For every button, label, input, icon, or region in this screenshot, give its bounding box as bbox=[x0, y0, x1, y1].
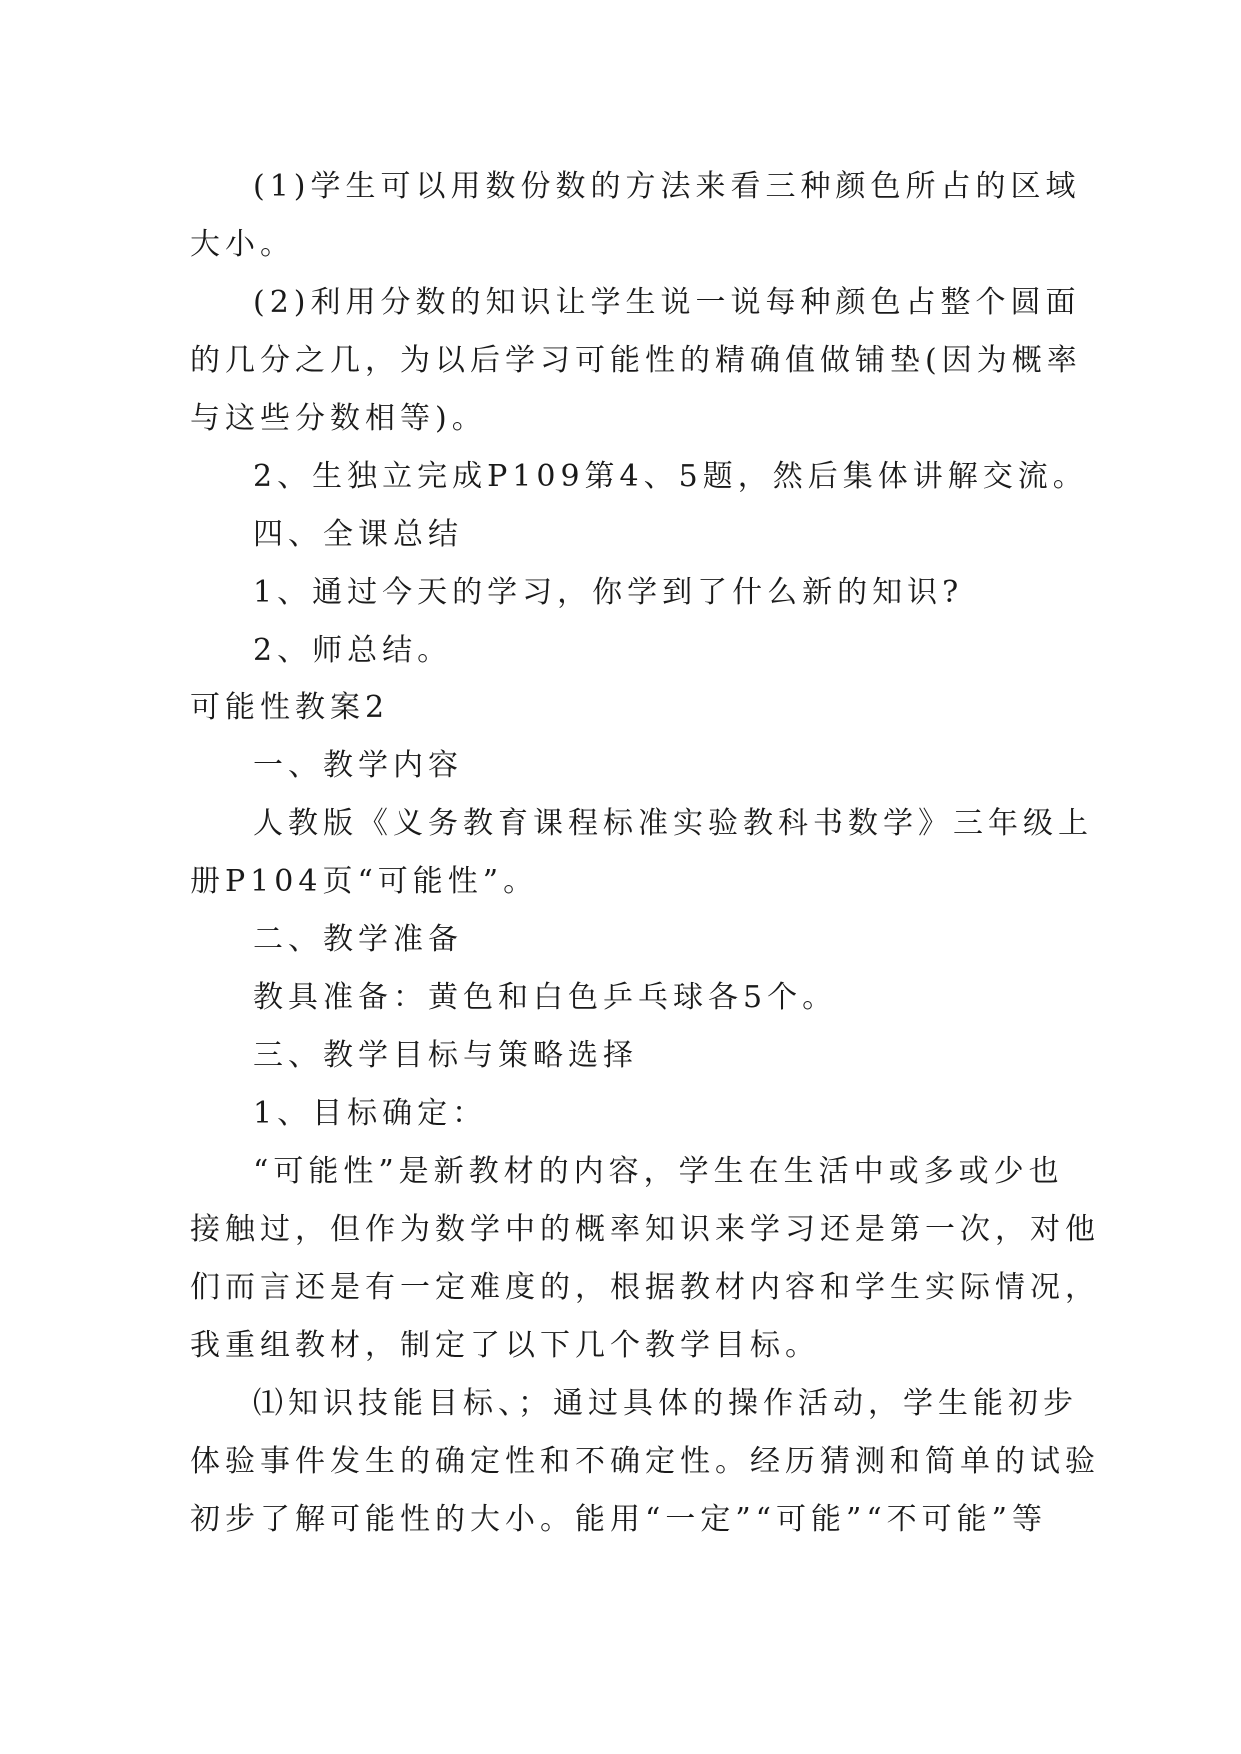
section-heading: 四、全课总结 bbox=[253, 517, 463, 552]
paragraph-line: 人教版《义务教育课程标准实验教科书数学》三年级上 bbox=[253, 806, 1093, 841]
paragraph-line: 初步了解可能性的大小。能用“一定”“可能”“不可能”等 bbox=[190, 1502, 1048, 1537]
paragraph-line: 2、师总结。 bbox=[253, 633, 453, 668]
paragraph-line: ⑴知识技能目标、；通过具体的操作活动，学生能初步 bbox=[253, 1386, 1078, 1421]
paragraph-line: (2)利用分数的知识让学生说一说每种颜色占整个圆面 bbox=[253, 285, 1081, 320]
paragraph-line: 我重组教材，制定了以下几个教学目标。 bbox=[190, 1328, 820, 1363]
paragraph-line: 与这些分数相等)。 bbox=[190, 401, 487, 436]
section-heading: 一、教学内容 bbox=[253, 748, 463, 783]
paragraph-line: 大小。 bbox=[190, 227, 295, 262]
paragraph-line: 们而言还是有一定难度的，根据教材内容和学生实际情况， bbox=[190, 1270, 1100, 1305]
paragraph-line: 教具准备：黄色和白色乒乓球各5个。 bbox=[253, 980, 838, 1015]
paragraph-line: 1、通过今天的学习，你学到了什么新的知识? bbox=[253, 575, 964, 610]
paragraph-line: 接触过，但作为数学中的概率知识来学习还是第一次，对他 bbox=[190, 1212, 1100, 1247]
paragraph-line: “可能性”是新教材的内容，学生在生活中或多或少也 bbox=[253, 1154, 1064, 1189]
document-title: 可能性教案2 bbox=[190, 690, 390, 725]
paragraph-line: 册P104页“可能性”。 bbox=[190, 864, 539, 899]
paragraph-line: (1)学生可以用数份数的方法来看三种颜色所占的区域 bbox=[253, 169, 1081, 204]
paragraph-line: 体验事件发生的确定性和不确定性。经历猜测和简单的试验 bbox=[190, 1444, 1100, 1479]
paragraph-line: 1、目标确定： bbox=[253, 1096, 488, 1131]
paragraph-line: 2、生独立完成P109第4、5题，然后集体讲解交流。 bbox=[253, 459, 1088, 494]
paragraph-line: 的几分之几，为以后学习可能性的精确值做铺垫(因为概率 bbox=[190, 343, 1082, 378]
section-heading: 三、教学目标与策略选择 bbox=[253, 1038, 638, 1073]
section-heading: 二、教学准备 bbox=[253, 922, 463, 957]
